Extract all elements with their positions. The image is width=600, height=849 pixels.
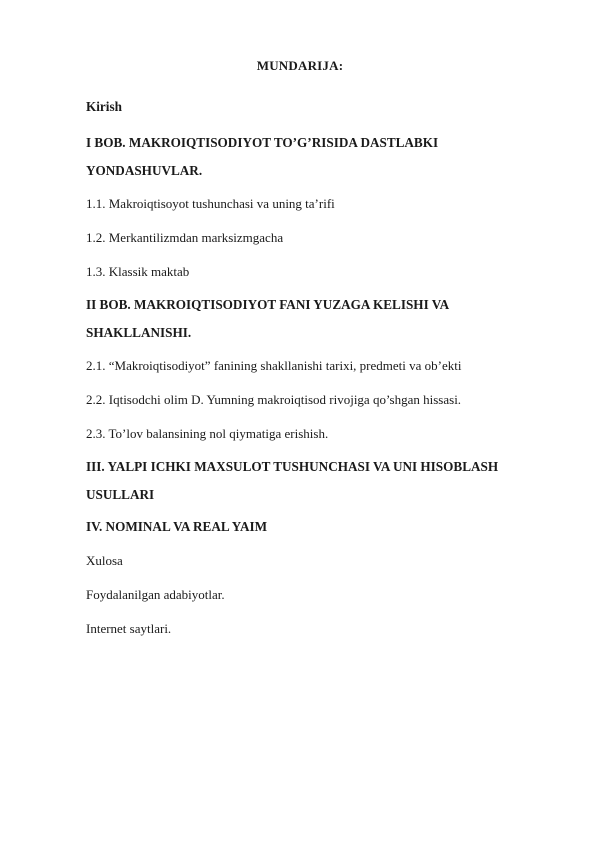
toc-entry-introduction: Kirish <box>86 99 122 114</box>
toc-entry-chapter-1-line-2: YONDASHUVLAR. <box>86 163 203 178</box>
toc-entry-chapter-3-line-1: III. YALPI ICHKI MAXSULOT TUSHUNCHASI VA UNI HISOBLASH <box>86 459 499 474</box>
toc-entry-section-2-1: 2.1. “Makroiqtisodiyot” fanining shakllanishi tarixi, predmeti va ob’ekti <box>86 358 462 373</box>
toc-entry-section-1-2: 1.2. Merkantilizmdan marksizmgacha <box>86 230 284 245</box>
toc-entry-chapter-2-line-2: SHAKLLANISHI. <box>86 325 192 340</box>
toc-entry-conclusion: Xulosa <box>86 553 123 568</box>
toc-entry-chapter-4: IV. NOMINAL VA REAL YAIM <box>86 519 268 534</box>
toc-entry-chapter-1-line-1: I BOB. MAKROIQTISODIYOT TO’G’RISIDA DASTLABKI <box>86 135 439 150</box>
toc-entry-chapter-2-line-1: II BOB. MAKROIQTISODIYOT FANI YUZAGA KELISHI VA <box>86 297 450 312</box>
toc-entry-section-1-3: 1.3. Klassik maktab <box>86 264 190 279</box>
table-of-contents <box>86 93 546 643</box>
toc-entry-section-1-1: 1.1. Makroiqtisoyot tushunchasi va uning ta’rifi <box>86 196 335 211</box>
toc-entry-websites: Internet saytlari. <box>86 621 172 636</box>
page-title: MUNDARIJA: <box>256 58 344 73</box>
toc-entry-references: Foydalanilgan adabiyotlar. <box>86 587 225 602</box>
toc-entry-chapter-3-line-2: USULLARI <box>86 487 155 502</box>
toc-entry-section-2-3: 2.3. To’lov balansining nol qiymatiga erishish. <box>86 426 329 441</box>
toc-entry-section-2-2: 2.2. Iqtisodchi olim D. Yumning makroiqtisod rivojiga qo’shgan hissasi. <box>86 392 462 407</box>
